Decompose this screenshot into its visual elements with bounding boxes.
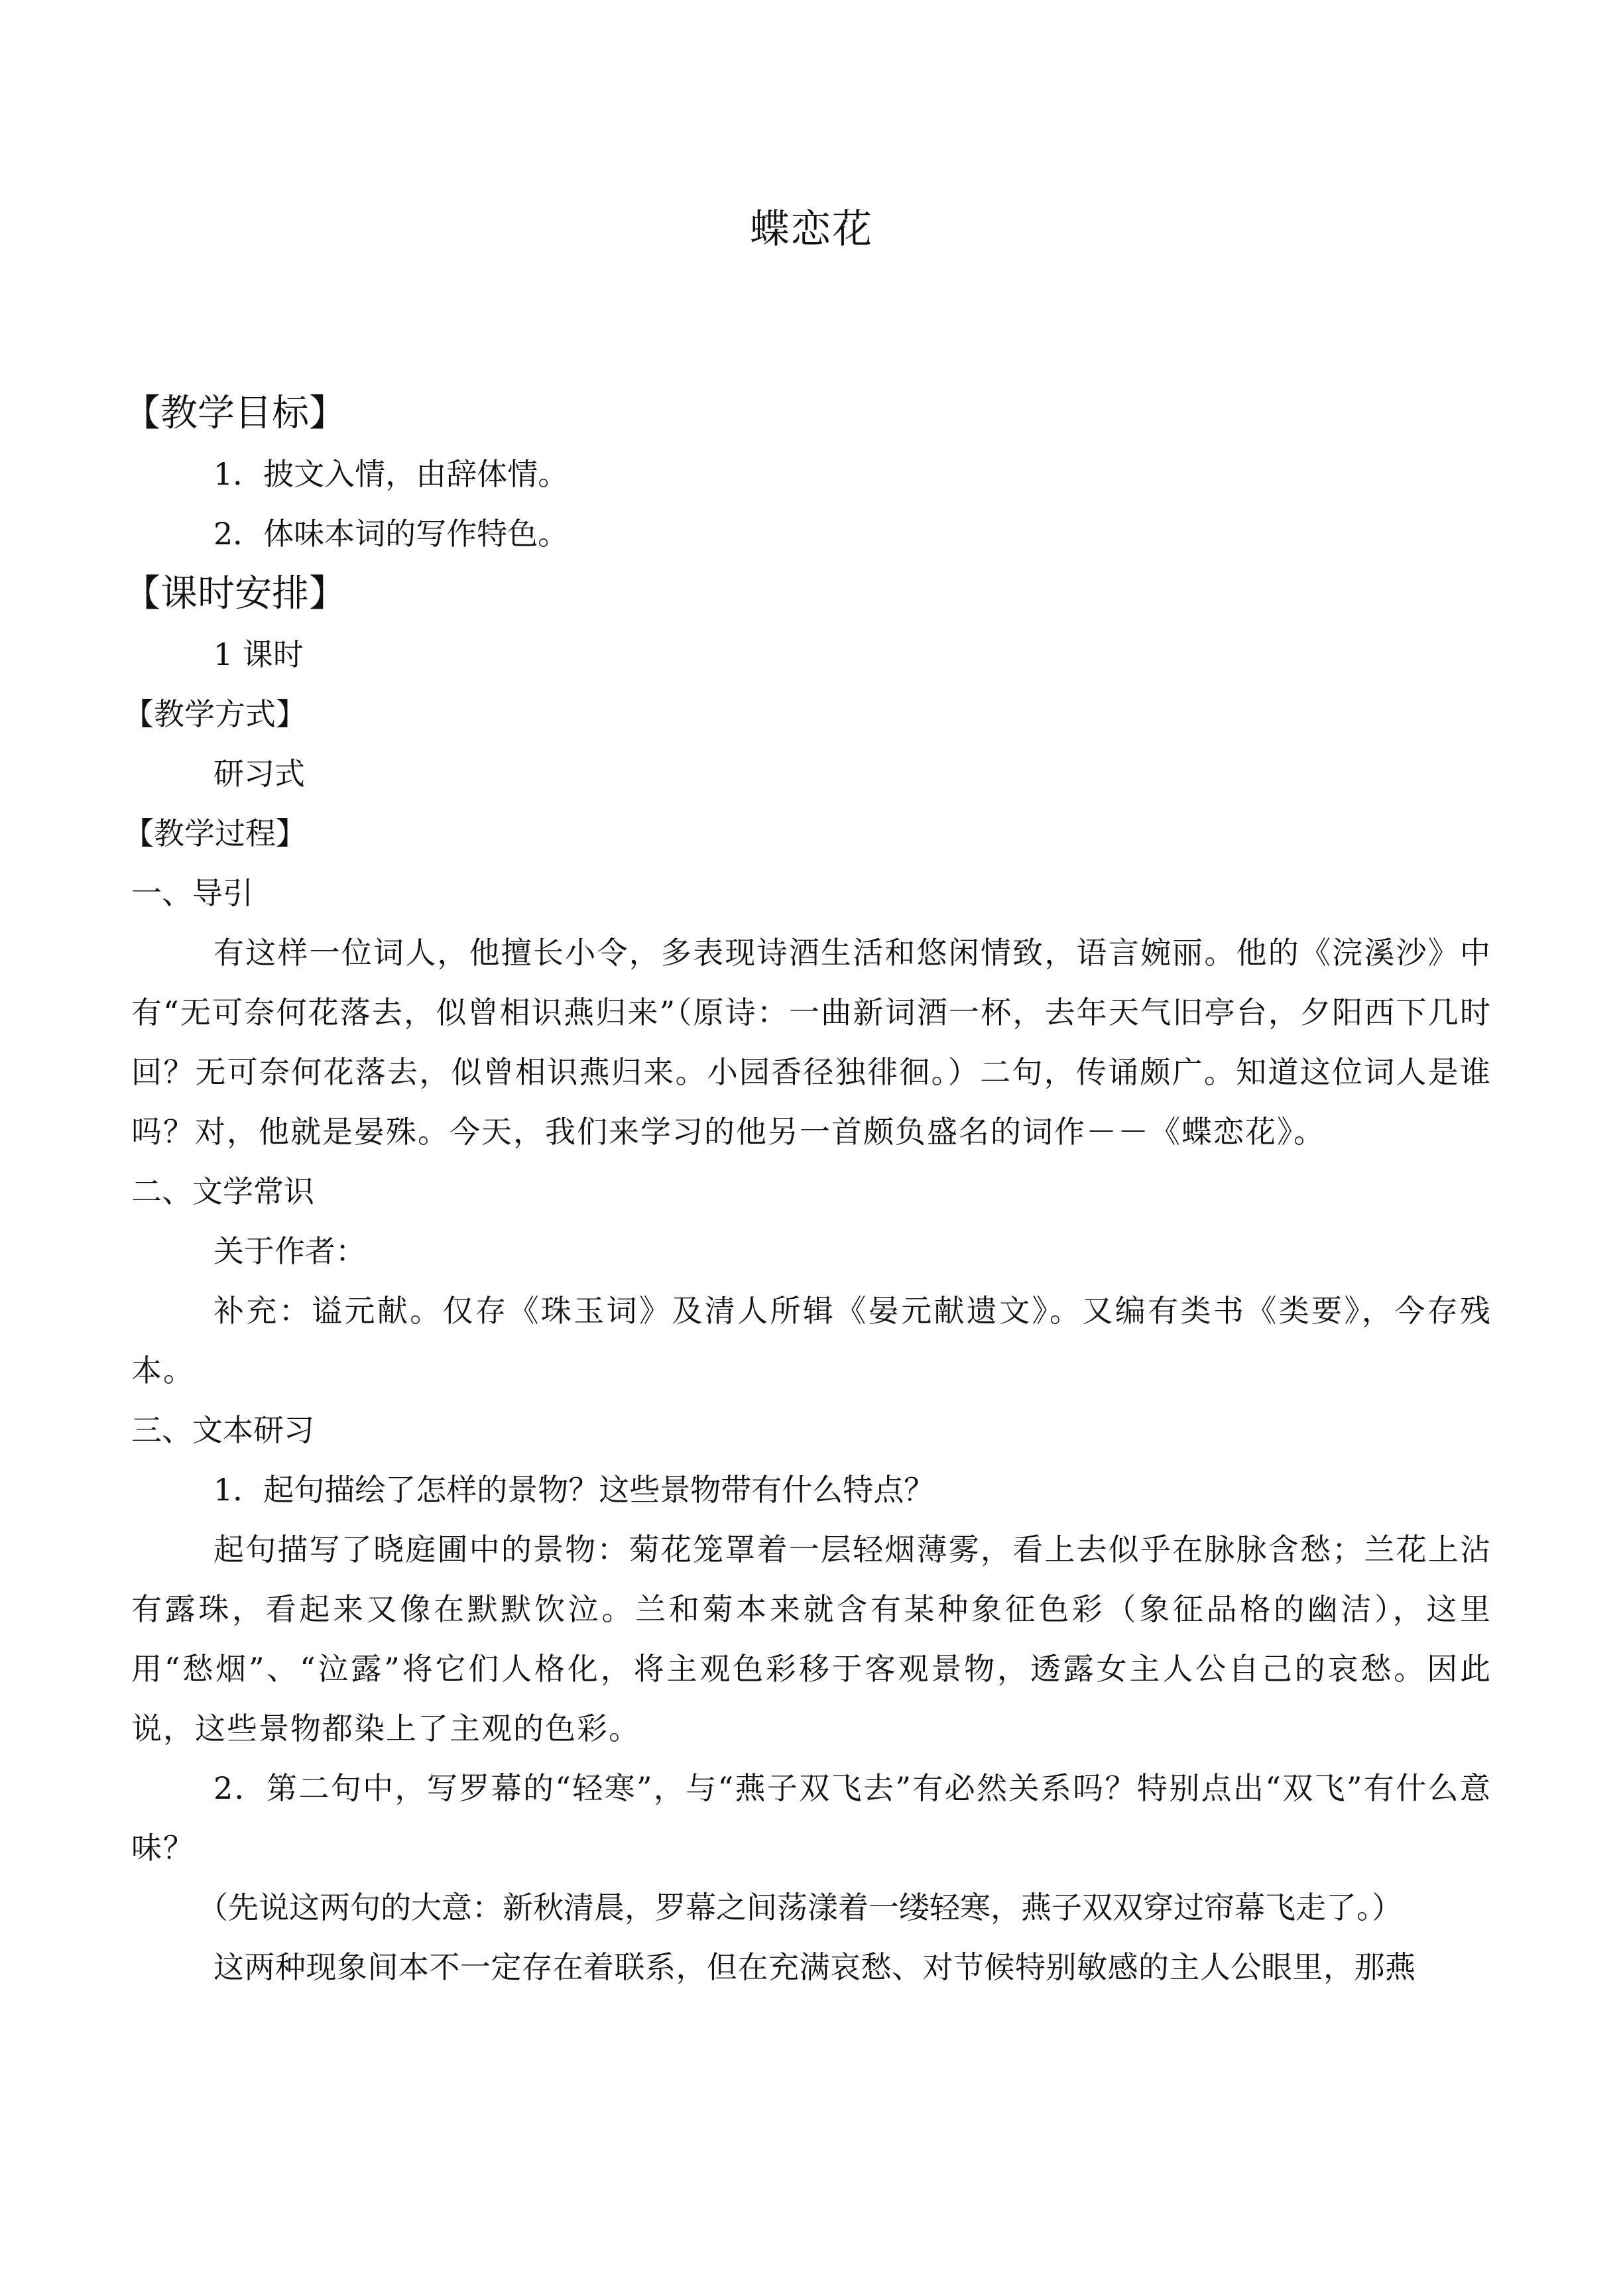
teaching-method-heading: 【教学方式】 <box>123 696 306 732</box>
author-supplement-paragraph: 补充：谥元献。仅存《珠玉词》及清人所辑《晏元献遗文》。又编有类书《类要》，今存残本。 <box>131 1293 1492 1388</box>
question-2: 2．第二句中，写罗幕的“轻寒”，与“燕子双飞去”有必然关系吗？特别点出“双飞”有什么意味？ <box>131 1770 1492 1866</box>
teaching-process-heading: 【教学过程】 <box>123 816 306 851</box>
page-title: 蝶恋花 <box>750 206 873 253</box>
section-heading-introduction: 一、导引 <box>131 875 253 911</box>
question-1: 1．起句描绘了怎样的景物？这些景物带有什么特点？ <box>213 1472 935 1508</box>
introduction-paragraph: 有这样一位词人，他擅长小令，多表现诗酒生活和悠闲情致，语言婉丽。他的《浣溪沙》中有“无可奈何花落去，似曾相识燕归来”（原诗：一曲新词酒一杯，去年天气旧亭台，夕阳西下几时回？无可奈何花落去，似曾相识燕归来。小园香径独徘徊。）二句，传诵颇广。知道这位词人是谁吗？对，他就是晏殊。今天，我们来学习的他另一首颇负盛名的词作－－《蝶恋花》。 <box>131 935 1492 1150</box>
schedule-value: 1 课时 <box>213 636 304 672</box>
question-2-note: （先说这两句的大意：新秋清晨，罗幕之间荡漾着一缕轻寒，燕子双双穿过帘幕飞走了。） <box>198 1890 1402 1925</box>
teaching-method-value: 研习式 <box>213 756 305 792</box>
teaching-goals-heading: 【教学目标】 <box>123 392 346 435</box>
answer-2-paragraph: 这两种现象间本不一定存在着联系，但在充满哀愁、对节候特别敏感的主人公眼里，那燕 <box>213 1949 1416 1985</box>
section-heading-literary-knowledge: 二、文学常识 <box>131 1174 314 1209</box>
document-body <box>123 383 1492 1997</box>
schedule-heading: 【课时安排】 <box>123 572 346 615</box>
section-heading-text-study: 三、文本研习 <box>131 1412 314 1448</box>
answer-1-paragraph: 起句描写了晓庭圃中的景物：菊花笼罩着一层轻烟薄雾，看上去似乎在脉脉含愁；兰花上沾有露珠，看起来又像在默默饮泣。兰和菊本来就含有某种象征色彩（象征品格的幽洁），这里用“愁烟”、“泣露”将它们人格化，将主观色彩移于客观景物，透露女主人公自己的哀愁。因此说，这些景物都染上了主观的色彩。 <box>131 1532 1492 1746</box>
goal-item-1: 1．披文入情，由辞体情。 <box>213 456 569 492</box>
goal-item-2: 2．体味本词的写作特色。 <box>213 516 569 552</box>
about-author-label: 关于作者： <box>213 1233 366 1269</box>
